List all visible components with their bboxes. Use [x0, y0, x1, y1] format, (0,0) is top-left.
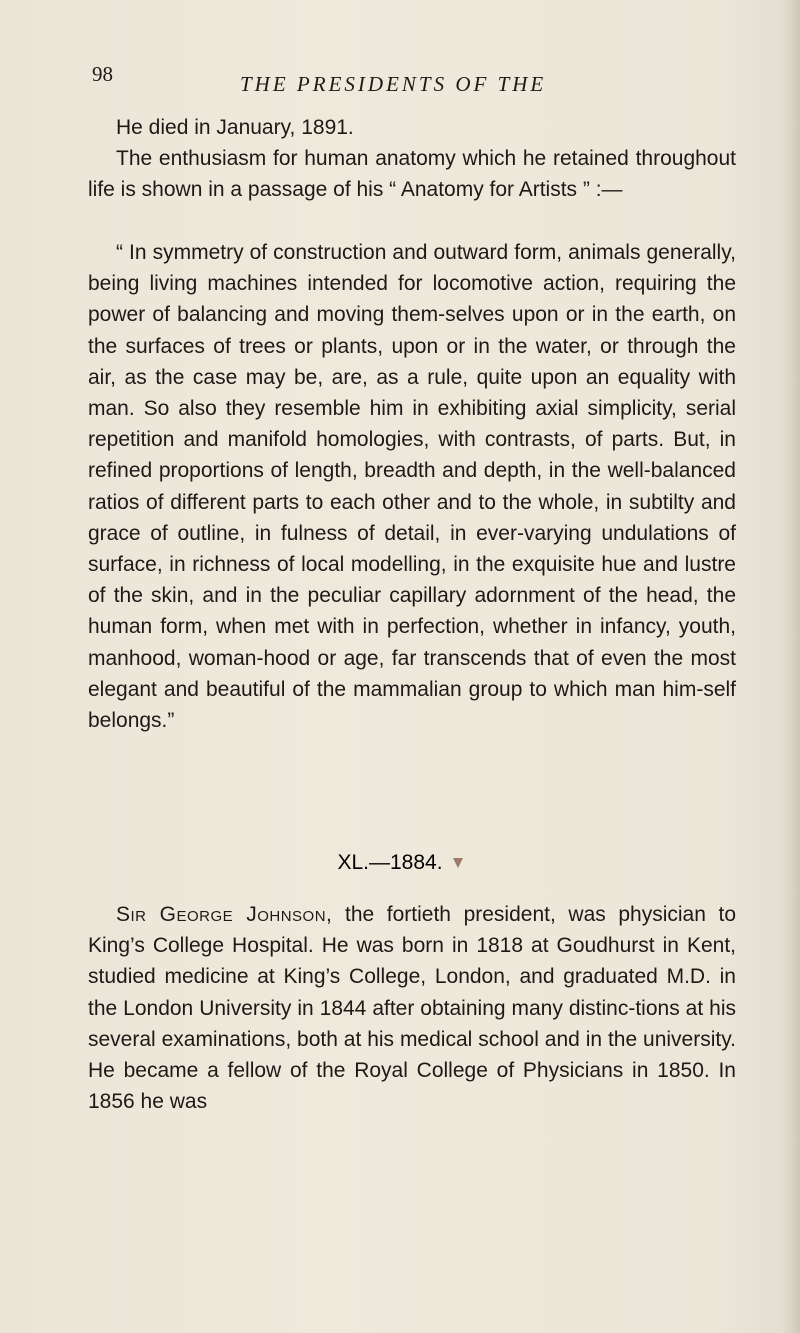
ink-mark-icon — [453, 858, 463, 870]
section-heading-wrap — [0, 851, 800, 875]
running-head: THE PRESIDENTS OF THE — [240, 72, 547, 96]
died-line: He died in January, 1891. — [116, 116, 354, 139]
johnson-block — [88, 899, 736, 1117]
intro-block — [88, 112, 736, 206]
section-heading: XL.—1884. — [337, 851, 443, 874]
johnson-text: the fortieth president, was physician to King’s College Hospital. He was born in 1818 at Goudhurst in Kent, studied medicine at King’s College, London, and graduated M.D. in the London University in 1844 after obtaining many distinc-tions at his several examinations, both at his medical school and in the university. He became a fellow of the Royal College of Physicians in 1850. In 1856 he was — [88, 903, 737, 1114]
page-number: 98 — [92, 62, 113, 86]
president-name: Sir George Johnson, — [116, 903, 333, 926]
johnson-paragraph — [88, 899, 736, 1117]
intro-paragraph: The enthusiasm for human anatomy which he retained throughout life is shown in a passage of his “ Anatomy for Artists ” :— — [88, 147, 736, 202]
page-edge-shadow — [782, 0, 800, 1333]
anatomy-quote: “ In symmetry of construction and outward form, animals generally, being living machines intended for locomotive action, requiring the power of balancing and moving them-selves upon or in the earth, on the surfaces of trees or plants, upon or in the water, or through the air, as the case may be, are, as a rule, quite upon an equality with man. So also they resemble him in exhibiting axial simplicity, serial repetition and manifold homologies, with contrasts, of parts. But, in refined proportions of length, breadth and depth, in the well-balanced ratios of different parts to each other and to the whole, in subtilty and grace of outline, in fulness of detail, in ever-varying undulations of surface, in richness of local modelling, in the exquisite hue and lustre of the skin, and in the peculiar capillary adornment of the head, the human form, when met with in perfection, whether in infancy, youth, manhood, woman-hood or age, far transcends that of even the most elegant and beautiful of the mammalian group to which man him-self belongs.” — [88, 241, 736, 733]
anatomy-quote-block — [88, 237, 736, 736]
